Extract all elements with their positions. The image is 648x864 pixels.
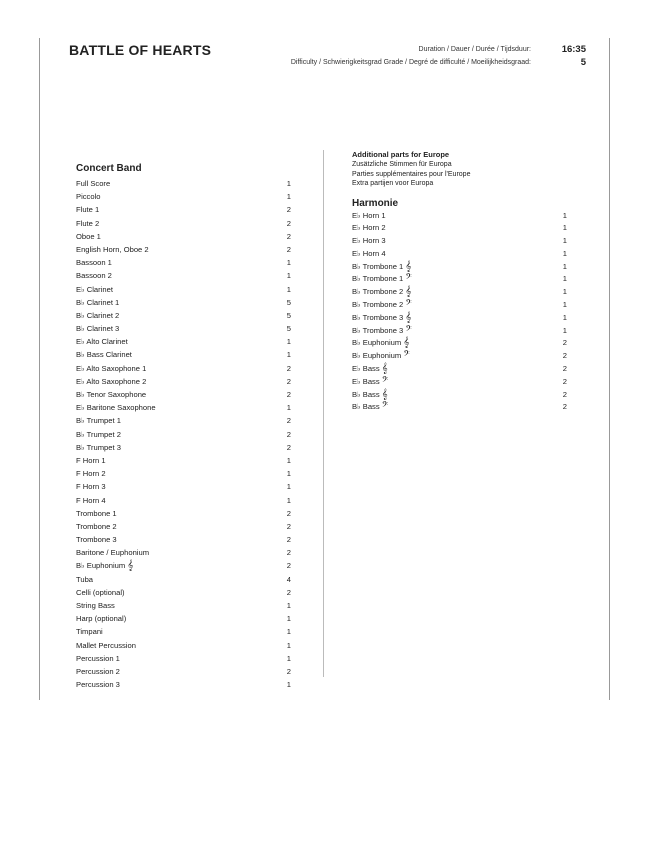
part-name: Flute 2 xyxy=(76,218,100,228)
part-name: E♭ Alto Saxophone 1 xyxy=(76,363,147,373)
part-count: 1 xyxy=(286,653,291,663)
part-row xyxy=(352,401,567,414)
part-count: 1 xyxy=(286,271,291,281)
part-count: 2 xyxy=(286,429,291,439)
part-name: Trombone 3 xyxy=(76,535,117,545)
part-name: E♭ Bass xyxy=(352,376,380,386)
part-name: B♭ Trumpet 3 xyxy=(76,442,121,452)
part-name: Tuba xyxy=(76,574,94,584)
part-row xyxy=(76,573,291,586)
part-count: 2 xyxy=(286,521,291,531)
europe-section xyxy=(352,150,567,414)
part-count: 2 xyxy=(286,231,291,241)
part-row xyxy=(352,261,567,274)
part-row xyxy=(352,210,567,223)
part-count: 1 xyxy=(286,627,291,637)
difficulty-value: 5 xyxy=(580,57,586,68)
part-count: 2 xyxy=(562,389,567,399)
part-name: Trombone 1 xyxy=(76,508,117,518)
bass-clef-icon: 𝄢 xyxy=(381,401,389,413)
part-row xyxy=(76,520,291,533)
part-count: 1 xyxy=(286,403,291,413)
part-row xyxy=(76,230,291,243)
part-count: 1 xyxy=(286,258,291,268)
part-count: 2 xyxy=(286,363,291,373)
part-row xyxy=(352,337,567,350)
part-name: Timpani xyxy=(76,627,103,637)
part-count: 1 xyxy=(286,284,291,294)
part-name: B♭ Trombone 3 xyxy=(352,312,404,322)
part-row xyxy=(76,217,291,230)
part-count: 2 xyxy=(286,376,291,386)
part-name: Mallet Percussion xyxy=(76,640,136,650)
part-row xyxy=(76,533,291,546)
part-row xyxy=(76,375,291,388)
part-row xyxy=(76,190,291,203)
part-row xyxy=(352,299,567,312)
part-name: B♭ Trombone 1 xyxy=(352,261,404,271)
part-row xyxy=(76,546,291,559)
treble-clef-icon: 𝄞 xyxy=(381,363,388,375)
treble-clef-icon: 𝄞 xyxy=(405,311,412,323)
part-name: Celli (optional) xyxy=(76,587,125,597)
part-name: B♭ Trombone 2 xyxy=(352,287,404,297)
part-count: 1 xyxy=(562,261,567,271)
part-row xyxy=(76,322,291,335)
part-row xyxy=(76,177,291,190)
part-row xyxy=(76,454,291,467)
part-row xyxy=(76,559,291,572)
part-count: 2 xyxy=(286,205,291,215)
part-name: E♭ Baritone Saxophone xyxy=(76,403,156,413)
treble-clef-icon: 𝄞 xyxy=(127,560,134,572)
concert-band-heading: Concert Band xyxy=(76,163,142,174)
part-name: Percussion 1 xyxy=(76,653,120,663)
part-name: B♭ Tenor Saxophone xyxy=(76,390,147,399)
part-name: Bassoon 1 xyxy=(76,258,112,268)
part-name: B♭ Euphonium xyxy=(76,561,126,571)
part-name: Percussion 2 xyxy=(76,666,120,676)
part-name: E♭ Horn 1 xyxy=(352,210,386,220)
part-count: 1 xyxy=(286,640,291,650)
part-name: Trombone 2 xyxy=(76,521,117,531)
part-name: B♭ Clarinet 3 xyxy=(76,324,120,334)
part-row xyxy=(352,222,567,235)
part-name: B♭ Clarinet 1 xyxy=(76,297,120,307)
treble-clef-icon: 𝄞 xyxy=(405,286,412,298)
part-count: 2 xyxy=(286,244,291,254)
part-row xyxy=(76,639,291,652)
part-row xyxy=(76,243,291,256)
part-name: E♭ Horn 4 xyxy=(352,248,386,258)
part-name: Oboe 1 xyxy=(76,231,101,241)
piece-title: BATTLE OF HEARTS xyxy=(69,42,212,58)
part-row xyxy=(76,665,291,678)
part-name: Flute 1 xyxy=(76,205,100,215)
part-name: B♭ Trombone 1 xyxy=(352,274,404,284)
part-name: E♭ Bass xyxy=(352,364,380,374)
bass-clef-icon: 𝄢 xyxy=(405,324,412,336)
part-row xyxy=(76,269,291,282)
part-row xyxy=(352,235,567,248)
part-count: 1 xyxy=(562,287,567,297)
part-row xyxy=(76,441,291,454)
part-name: F Horn 3 xyxy=(76,482,106,492)
part-count: 2 xyxy=(562,351,567,361)
part-row xyxy=(352,273,567,286)
bass-clef-icon: 𝄢 xyxy=(381,375,389,387)
part-name: B♭ Euphonium xyxy=(352,351,402,361)
part-row xyxy=(76,283,291,296)
part-count: 2 xyxy=(286,416,291,426)
part-name: Full Score xyxy=(76,179,111,188)
part-row xyxy=(76,388,291,401)
part-count: 2 xyxy=(562,376,567,386)
part-count: 1 xyxy=(286,192,291,202)
part-row xyxy=(352,325,567,338)
part-name: Bassoon 2 xyxy=(76,271,112,281)
part-count: 1 xyxy=(562,300,567,310)
part-count: 5 xyxy=(286,324,291,334)
part-row xyxy=(76,467,291,480)
part-name: B♭ Bass Clarinet xyxy=(76,350,132,360)
part-count: 2 xyxy=(286,218,291,228)
part-count: 1 xyxy=(286,482,291,492)
part-count: 5 xyxy=(286,310,291,320)
part-name: B♭ Bass xyxy=(352,402,380,412)
part-name: Percussion 3 xyxy=(76,680,120,690)
duration-value: 16:35 xyxy=(561,44,586,55)
part-row xyxy=(76,362,291,375)
part-row xyxy=(76,348,291,361)
part-row xyxy=(352,389,567,402)
part-name: F Horn 4 xyxy=(76,495,106,505)
part-row xyxy=(352,350,567,363)
treble-clef-icon: 𝄞 xyxy=(403,337,410,349)
part-row xyxy=(352,312,567,325)
part-name: Harp (optional) xyxy=(76,614,127,624)
part-row xyxy=(76,586,291,599)
part-count: 1 xyxy=(286,614,291,624)
part-count: 1 xyxy=(286,601,291,610)
part-name: Piccolo xyxy=(76,192,101,202)
column-divider xyxy=(323,150,324,677)
part-count: 2 xyxy=(286,666,291,676)
part-count: 2 xyxy=(286,390,291,399)
part-name: F Horn 1 xyxy=(76,455,106,465)
part-count: 2 xyxy=(286,508,291,518)
part-name: B♭ Trombone 2 xyxy=(352,300,404,310)
part-row xyxy=(352,376,567,389)
part-count: 1 xyxy=(286,350,291,360)
part-name: B♭ Bass xyxy=(352,389,380,399)
part-count: 2 xyxy=(286,535,291,545)
part-name: B♭ Clarinet 2 xyxy=(76,310,120,320)
difficulty-label: Difficulty / Schwierigkeitsgrad Grade / Degré de difficulté / Moeilijkheidsgraad: xyxy=(290,59,531,66)
treble-clef-icon: 𝄞 xyxy=(405,260,412,272)
part-name: B♭ Trombone 3 xyxy=(352,325,404,335)
part-row xyxy=(352,286,567,299)
part-name: English Horn, Oboe 2 xyxy=(76,244,149,254)
part-row xyxy=(76,414,291,427)
part-row xyxy=(76,203,291,216)
part-count: 1 xyxy=(562,325,567,335)
part-count: 1 xyxy=(562,210,567,220)
europe-line-nl: Extra partijen voor Europa xyxy=(352,180,434,187)
part-count: 1 xyxy=(562,223,567,233)
part-count: 2 xyxy=(286,442,291,452)
left-margin-line xyxy=(39,38,40,700)
europe-line-fr: Parties supplémentaires pour l'Europe xyxy=(352,170,471,178)
treble-clef-icon: 𝄞 xyxy=(381,388,388,400)
part-name: E♭ Alto Clarinet xyxy=(76,337,128,347)
concert-band-section xyxy=(76,163,291,691)
part-count: 1 xyxy=(286,455,291,465)
part-count: 2 xyxy=(286,561,291,571)
part-name: Baritone / Euphonium xyxy=(76,548,150,558)
concert-band-parts xyxy=(76,177,291,691)
part-count: 4 xyxy=(286,574,291,584)
part-row xyxy=(76,625,291,638)
part-count: 1 xyxy=(286,469,291,479)
part-name: F Horn 2 xyxy=(76,469,106,479)
part-row xyxy=(76,428,291,441)
harmonie-parts xyxy=(352,210,567,415)
part-row xyxy=(76,335,291,348)
part-row xyxy=(352,363,567,376)
part-name: E♭ Alto Saxophone 2 xyxy=(76,376,147,386)
europe-heading: Additional parts for Europe xyxy=(352,150,450,159)
part-row xyxy=(76,296,291,309)
part-count: 2 xyxy=(562,338,567,348)
part-count: 5 xyxy=(286,297,291,307)
bass-clef-icon: 𝄢 xyxy=(403,350,410,362)
part-name: B♭ Trumpet 2 xyxy=(76,429,121,439)
part-count: 1 xyxy=(286,495,291,505)
right-margin-line xyxy=(609,38,610,700)
europe-line-de: Zusätzliche Stimmen für Europa xyxy=(352,161,452,168)
part-count: 1 xyxy=(562,248,567,258)
part-row xyxy=(76,494,291,507)
part-count: 1 xyxy=(286,337,291,347)
part-count: 2 xyxy=(562,364,567,374)
part-count: 1 xyxy=(286,179,291,188)
part-count: 2 xyxy=(286,587,291,597)
part-row xyxy=(76,480,291,493)
part-count: 2 xyxy=(286,548,291,558)
part-row xyxy=(76,599,291,612)
part-count: 2 xyxy=(562,402,567,412)
part-name: E♭ Horn 2 xyxy=(352,223,386,233)
part-row xyxy=(76,309,291,322)
duration-label: Duration / Dauer / Durée / Tijdsduur: xyxy=(418,46,531,53)
part-name: E♭ Horn 3 xyxy=(352,236,386,246)
part-row xyxy=(76,652,291,665)
part-count: 1 xyxy=(286,680,291,690)
part-row xyxy=(76,678,291,691)
part-row xyxy=(352,248,567,261)
harmonie-heading: Harmonie xyxy=(352,197,399,209)
part-name: B♭ Euphonium xyxy=(352,338,402,348)
part-count: 1 xyxy=(562,274,567,284)
bass-clef-icon: 𝄢 xyxy=(405,299,412,311)
part-name: E♭ Clarinet xyxy=(76,284,113,294)
part-count: 1 xyxy=(562,312,567,322)
part-row xyxy=(76,612,291,625)
part-name: B♭ Trumpet 1 xyxy=(76,416,121,426)
part-row xyxy=(76,507,291,520)
part-name: String Bass xyxy=(76,601,115,610)
part-count: 1 xyxy=(562,236,567,246)
part-row xyxy=(76,401,291,414)
part-row xyxy=(76,256,291,269)
bass-clef-icon: 𝄢 xyxy=(405,273,412,285)
